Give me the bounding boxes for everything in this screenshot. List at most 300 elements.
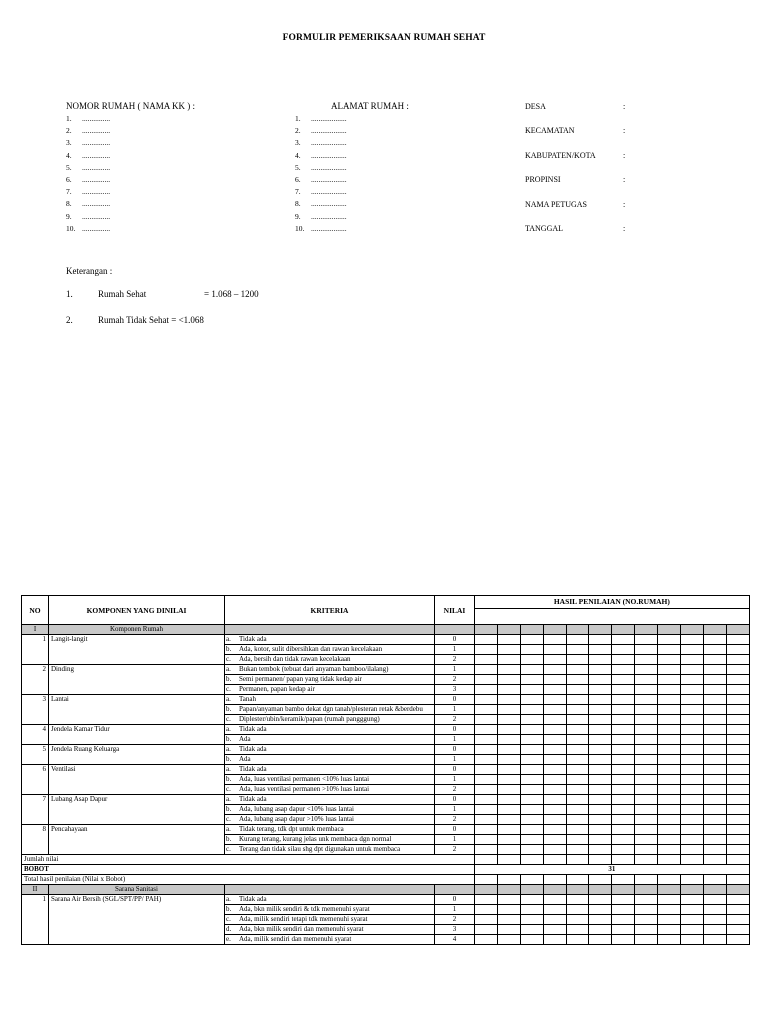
table-row [22,745,750,755]
nomor-rumah-blank: ............... [82,199,111,209]
hasil-cell [612,725,635,735]
hasil-cell [520,815,543,825]
hasil-cell [635,755,658,765]
hasil-cell [726,915,749,925]
table-row [22,695,750,705]
nilai-cell [435,705,475,715]
keterangan-label: Keterangan : [66,266,113,276]
kriteria-line [225,715,432,724]
hasil-cell [658,735,681,745]
hasil-cell [703,845,726,855]
hasil-cell [612,695,635,705]
nilai-cell [435,635,475,645]
kriteria-line [225,635,432,644]
hasil-cell [589,905,612,915]
hasil-cell [681,875,704,885]
kriteria-line [225,915,432,924]
hasil-cell [520,825,543,835]
hasil-cell [566,735,589,745]
item-name: Lantai [49,695,225,725]
alamat-rumah-item [295,113,347,125]
kriteria-line [225,675,432,684]
hasil-cell [589,885,612,895]
alamat-rumah-num: 3. [295,138,301,148]
hasil-cell [497,795,520,805]
hasil-cell [497,635,520,645]
hasil-cell [612,685,635,695]
alamat-rumah-item [295,198,347,210]
nilai-cell [435,765,475,775]
kriteria-cell [225,785,435,795]
kriteria-text: Papan/anyaman bambo dekat dgn tanah/plesteran retak &berdebu [239,705,423,713]
hasil-cell [475,675,498,685]
kriteria-letter: c. [226,785,231,793]
kriteria-line [225,935,432,944]
alamat-rumah-item [295,174,347,186]
hasil-cell [658,935,681,945]
hasil-cell [635,785,658,795]
hasil-cell [520,785,543,795]
kriteria-line [225,925,432,934]
hasil-cell [612,635,635,645]
hasil-cell [589,775,612,785]
hasil-cell [703,875,726,885]
hasil-cell [589,705,612,715]
hasil-cell [543,645,566,655]
kriteria-cell [225,715,435,725]
kriteria-letter: b. [226,675,232,683]
nilai-value: 2 [452,845,457,853]
hasil-cell [703,905,726,915]
hasil-cell [589,715,612,725]
hasil-cell [635,635,658,645]
item-name: Lubang Asap Dapur [49,795,225,825]
kriteria-text: Semi permanen/ papan yang tidak kedap air [239,675,362,683]
alamat-rumah-blank: ................... [311,114,347,123]
item-name: Ventilasi [49,765,225,795]
keterangan-num: 2. [66,315,73,325]
hasil-cell [726,695,749,705]
hasil-cell [612,765,635,775]
hasil-cell [589,765,612,775]
hasil-cell [543,785,566,795]
nilai-cell [435,715,475,725]
hasil-cell [566,925,589,935]
kriteria-line [225,755,432,764]
kriteria-cell [225,815,435,825]
nomor-rumah-item [66,186,110,198]
hasil-cell [475,795,498,805]
hasil-cell [566,825,589,835]
hasil-cell [589,725,612,735]
kriteria-text: Tidak ada [239,635,267,643]
hasil-cell [589,695,612,705]
header-no: NO [22,596,49,625]
hasil-cell [566,745,589,755]
hasil-cell [475,875,498,885]
kriteria-letter: a. [226,745,231,753]
kriteria-cell [225,835,435,845]
item-no: 4 [22,725,49,745]
hasil-cell [658,835,681,845]
section-name: Sarana Sanitasi [49,885,225,895]
hasil-cell [566,895,589,905]
hasil-cell [475,765,498,775]
hasil-cell [658,675,681,685]
nomor-rumah-item [66,211,110,223]
hasil-cell [566,645,589,655]
hasil-cell [726,675,749,685]
hasil-cell [566,785,589,795]
hasil-cell [497,805,520,815]
hasil-cell [658,925,681,935]
hasil-cell [497,845,520,855]
hasil-cell [475,635,498,645]
hasil-cell [543,705,566,715]
kriteria-cell [225,695,435,705]
hasil-cell [726,885,749,895]
hasil-cell [497,755,520,765]
hasil-cell [589,665,612,675]
kriteria-text: Ada, luas ventilasi permanen >10% luas lantai [239,785,370,793]
hasil-cell [635,835,658,845]
hasil-cell [566,705,589,715]
section-no: I [22,625,49,635]
keterangan-item-2 [66,315,204,325]
hasil-cell [635,935,658,945]
hasil-cell [543,725,566,735]
section-row [22,625,750,635]
hasil-cell [681,665,704,675]
nilai-cell [435,665,475,675]
hasil-cell [520,675,543,685]
hasil-cell [520,715,543,725]
hasil-cell [658,905,681,915]
nilai-cell [435,735,475,745]
hasil-cell [681,725,704,735]
hasil-cell [589,825,612,835]
hasil-cell [566,635,589,645]
hasil-cell [475,695,498,705]
nomor-rumah-num: 6. [66,175,72,185]
nomor-rumah-item [66,137,110,149]
location-field [525,151,625,175]
hasil-cell [475,855,498,865]
kriteria-cell [225,675,435,685]
hasil-cell [566,755,589,765]
header-hasil-label: HASIL PENILAIAN (NO.RUMAH) [475,596,749,609]
hasil-cell [589,855,612,865]
nilai-value: 3 [452,685,457,693]
kriteria-text: Ada, milik sendiri tetapi tdk memenuhi syarat [239,915,368,923]
kriteria-cell [225,665,435,675]
kriteria-line [225,785,432,794]
location-fields [525,102,625,248]
hasil-cell [635,805,658,815]
hasil-cell [520,645,543,655]
nomor-rumah-num: 4. [66,150,72,160]
hasil-cell [635,905,658,915]
hasil-cell [681,745,704,755]
nomor-rumah-list [66,113,110,235]
alamat-rumah-blank: ................... [311,162,347,172]
hasil-cell [726,645,749,655]
hasil-cell [703,665,726,675]
hasil-cell [520,905,543,915]
hasil-cell [589,795,612,805]
hasil-cell [475,835,498,845]
hasil-cell [566,915,589,925]
nilai-cell [435,695,475,705]
hasil-cell [681,655,704,665]
nilai-value: 0 [452,765,457,773]
hasil-cell [589,645,612,655]
hasil-cell [635,715,658,725]
kriteria-line [225,685,432,694]
hasil-cell [726,875,749,885]
hasil-cell [635,855,658,865]
hasil-cell [726,845,749,855]
hasil-cell [635,925,658,935]
hasil-cell [589,925,612,935]
hasil-cell [726,805,749,815]
nilai-cell [435,895,475,905]
alamat-rumah-item [295,137,347,149]
hasil-cell [703,655,726,665]
table-row [22,765,750,775]
nilai-cell [435,935,475,945]
kriteria-letter: c. [226,685,231,693]
nilai-value: 0 [452,795,457,803]
kriteria-line [225,655,432,664]
kriteria-line [225,835,432,844]
hasil-cell [658,665,681,675]
hasil-cell [658,795,681,805]
hasil-cell [726,665,749,675]
hasil-cell [635,695,658,705]
hasil-cell [635,795,658,805]
kriteria-cell [225,795,435,805]
hasil-cell [497,675,520,685]
hasil-cell [589,635,612,645]
kriteria-line [225,695,432,704]
hasil-cell [681,815,704,825]
hasil-cell [681,835,704,845]
hasil-cell [543,675,566,685]
kriteria-letter: b. [226,645,232,653]
hasil-cell [612,825,635,835]
alamat-rumah-list [295,113,347,235]
hasil-cell [475,655,498,665]
nilai-cell [435,755,475,765]
hasil-cell [635,725,658,735]
assessment-table [21,595,750,945]
hasil-cell [497,935,520,945]
hasil-cell [658,765,681,775]
hasil-cell [589,675,612,685]
location-field [525,200,625,224]
item-no: 6 [22,765,49,795]
hasil-cell [543,685,566,695]
hasil-cell [497,735,520,745]
hasil-cell [520,765,543,775]
nilai-value: 1 [452,705,457,713]
hasil-cell [566,675,589,685]
hasil-cell [658,885,681,895]
hasil-cell [681,825,704,835]
kriteria-cell [225,765,435,775]
item-no: 1 [22,635,49,665]
item-no: 8 [22,825,49,855]
hasil-cell [543,765,566,775]
section-kriteria-empty [225,625,435,635]
hasil-cell [589,745,612,755]
kriteria-line [225,895,432,904]
bobot-row [22,865,750,875]
keterangan-value: = 1.068 – 1200 [204,289,259,299]
hasil-cell [497,715,520,725]
alamat-rumah-blank: ................... [311,187,347,197]
hasil-cell [703,635,726,645]
hasil-cell [612,705,635,715]
hasil-cell [681,915,704,925]
alamat-rumah-blank: ................... [311,150,347,160]
hasil-cell [497,705,520,715]
nomor-rumah-num: 5. [66,162,72,172]
hasil-cell [703,725,726,735]
hasil-cell [726,815,749,825]
nilai-value: 1 [452,835,457,843]
hasil-cell [497,875,520,885]
hasil-cell [703,795,726,805]
hasil-cell [566,815,589,825]
nomor-rumah-blank: ............... [82,114,111,123]
hasil-cell [497,835,520,845]
nilai-value: 1 [452,755,457,763]
hasil-cell [475,845,498,855]
nilai-value: 0 [452,695,457,703]
hasil-cell [543,665,566,675]
hasil-cell [635,815,658,825]
hasil-cell [681,695,704,705]
kriteria-text: Terang dan tidak silau shg dpt digunakan untuk membaca [239,845,401,853]
hasil-cell [589,875,612,885]
kriteria-letter: a. [226,795,231,803]
header-hasil [475,596,750,625]
item-no: 7 [22,795,49,825]
hasil-cell [520,835,543,845]
kriteria-text: Tidak terang, tdk dpt untuk membaca [239,825,344,833]
hasil-cell [703,925,726,935]
kriteria-line [225,795,432,804]
hasil-cell [658,625,681,635]
hasil-cell [497,925,520,935]
hasil-cell [681,645,704,655]
item-no: 3 [22,695,49,725]
kriteria-line [225,735,432,744]
hasil-cell [612,875,635,885]
hasil-cell [520,665,543,675]
hasil-cell [543,655,566,665]
kriteria-letter: b. [226,705,232,713]
hasil-cell [658,685,681,695]
hasil-cell [681,795,704,805]
hasil-cell [475,705,498,715]
hasil-cell [703,745,726,755]
nomor-rumah-blank: ............... [82,162,111,172]
hasil-cell [681,735,704,745]
hasil-cell [703,805,726,815]
location-field-colon: : [623,150,626,160]
hasil-cell [566,665,589,675]
nilai-value: 1 [452,805,457,813]
hasil-cell [475,935,498,945]
alamat-rumah-item [295,150,347,162]
kriteria-line [225,825,432,834]
hasil-cell [497,895,520,905]
hasil-cell [520,845,543,855]
nilai-value: 2 [452,915,457,923]
alamat-rumah-blank: ................... [311,138,347,148]
kriteria-letter: a. [226,635,231,643]
section-row [22,885,750,895]
hasil-cell [543,835,566,845]
kriteria-line [225,845,432,854]
hasil-cell [520,745,543,755]
kriteria-text: Ada, bkn milik sendiri & tdk memenuhi syarat [239,905,370,913]
nilai-cell [435,785,475,795]
alamat-rumah-item [295,186,347,198]
kriteria-letter: c. [226,715,231,723]
alamat-rumah-num: 7. [295,187,301,197]
hasil-cell [543,915,566,925]
hasil-cell [520,655,543,665]
hasil-cell [520,625,543,635]
nilai-cell [435,725,475,735]
hasil-cell [497,725,520,735]
location-field [525,175,625,199]
item-name: Pencahayaan [49,825,225,855]
hasil-cell [566,845,589,855]
kriteria-text: Ada [239,755,251,763]
kriteria-letter: b. [226,805,232,813]
hasil-cell [589,655,612,665]
hasil-cell [475,715,498,725]
hasil-cell [612,925,635,935]
hasil-cell [703,785,726,795]
kriteria-text: Tidak ada [239,795,267,803]
hasil-cell [612,655,635,665]
hasil-cell [612,905,635,915]
kriteria-line [225,815,432,824]
hasil-cell [612,815,635,825]
hasil-cell [543,815,566,825]
kriteria-text: Tidak ada [239,745,267,753]
hasil-cell [589,895,612,905]
nilai-value: 3 [452,925,457,933]
hasil-cell [635,645,658,655]
nilai-value: 0 [452,825,457,833]
nomor-rumah-item [66,198,110,210]
hasil-cell [543,635,566,645]
hasil-cell [497,885,520,895]
hasil-cell [589,915,612,925]
hasil-cell [589,935,612,945]
hasil-cell [520,635,543,645]
hasil-cell [520,855,543,865]
hasil-cell [612,845,635,855]
hasil-cell [543,805,566,815]
